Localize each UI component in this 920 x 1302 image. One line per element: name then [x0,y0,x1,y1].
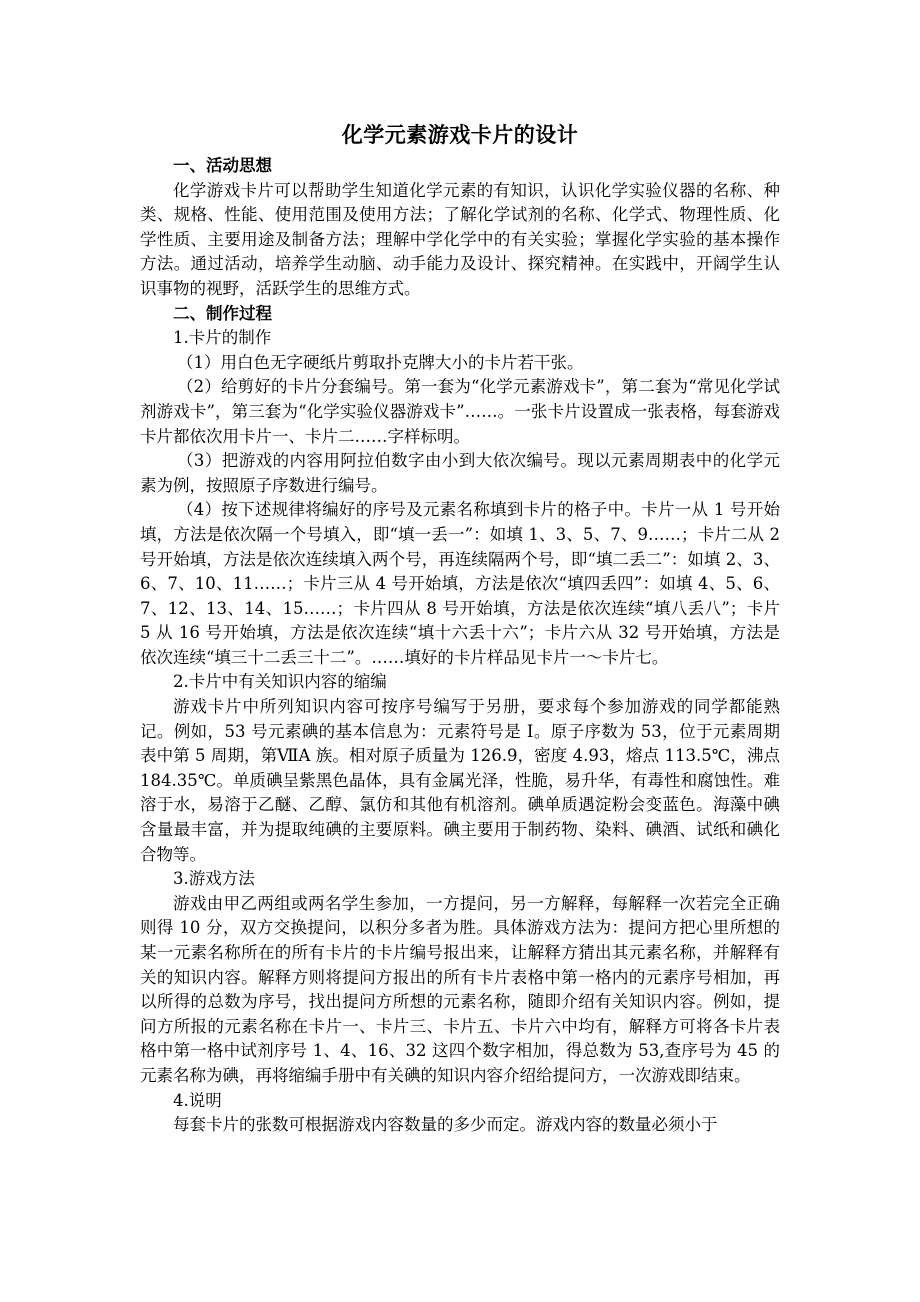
paragraph-step-4: （4）按下述规律将编好的序号及元素名称填到卡片的格子中。卡片一从 1 号开始填，方法是依次隔一个号填入，即“填一丢一”：如填 1、3、5、7、9……；卡片二从 2 号开始填，方法是依次连续填入两个号，再连续隔两个号，即“填二丢二”：如填 2、3、6、7、10、11……；卡片三从 4 号开始填，方法是依次“填四丢四”：如填 4、5、6、7、12、13、14、15……；卡片四从 8 号开始填，方法是依次连续“填八丢八”；卡片 5 从 16 号开始填，方法是依次连续“填十六丢十六”；卡片六从 32 号开始填，方法是依次连续“填三十二丢三十二”。……填好的卡片样品见卡片一～卡片七。 [140,500,780,667]
paragraph-knowledge: 游戏卡片中所列知识内容可按序号编写于另册，要求每个参加游戏的同学都能熟记。例如，53 号元素碘的基本信息为：元素符号是 I。原子序数为 53，位于元素周期表中第 5 周期，第ⅦA 族。相对原子质量为 126.9，密度 4.93，熔点 113.5℃，沸点 184.35℃。单质碘呈紫黑色晶体，具有金属光泽，性脆，易升华，有毒性和腐蚀性。难溶于水，易溶于乙醚、乙醇、氯仿和其他有机溶剂。碘单质遇淀粉会变蓝色。海藻中碘含量最丰富，并为提取纯碘的主要原料。碘主要用于制药物、染料、碘酒、试纸和碘化合物等。 [140,697,780,864]
subsection-title-notes: 4.说明 [173,1090,222,1110]
section-heading-1: 一、活动思想 [173,156,272,175]
paragraph-step-1: （1）用白色无字硬纸片剪取扑克牌大小的卡片若干张。 [177,352,584,372]
paragraph-step-2: （2）给剪好的卡片分套编号。第一套为“化学元素游戏卡”，第二套为“常见化学试剂游戏卡”，第三套为“化学实验仪器游戏卡”……。一张卡片设置成一张表格，每套游戏卡片都依次用卡片一、卡片二……字样标明。 [140,377,780,446]
paragraph-game-method: 游戏由甲乙两组或两名学生参加，一方提问，另一方解释，每解释一次若完全正确则得 10 分，双方交换提问，以积分多者为胜。具体游戏方法为：提问方把心里所想的某一元素名称所在的所有卡片的卡片编号报出来，让解释方猜出其元素名称，并解释有关的知识内容。解释方则将提问方报出的所有卡片表格中第一格内的元素序号相加，再以所得的总数为序号，找出提问方所想的元素名称，随即介绍有关知识内容。例如，提问方所报的元素名称在卡片一、卡片三、卡片五、卡片六中均有，解释方可将各卡片表格中第一格中试剂序号 1、4、16、32 这四个数字相加，得总数为 53,查序号为 45 的元素名称为碘，再将缩编手册中有关碘的知识内容介绍给提问方，一次游戏即结束。 [140,893,780,1085]
subsection-title-knowledge: 2.卡片中有关知识内容的缩编 [173,672,387,692]
subsection-title-game-method: 3.游戏方法 [173,869,255,889]
paragraph-step-3: （3）把游戏的内容用阿拉伯数字由小到大依次编号。现以元素周期表中的化学元素为例，按照原子序数进行编号。 [140,451,780,495]
document-page [140,118,780,1138]
subsection-title-card-making: 1.卡片的制作 [173,328,272,348]
paragraph-notes: 每套卡片的张数可根据游戏内容数量的多少而定。游戏内容的数量必须小于 [173,1115,718,1135]
document-title: 化学元素游戏卡片的设计 [341,122,579,147]
paragraph-activity-idea: 化学游戏卡片可以帮助学生知道化学元素的有知识，认识化学实验仪器的名称、种类、规格、性能、使用范围及使用方法；了解化学试剂的名称、化学式、物理性质、化学性质、主要用途及制备方法；理解中学化学中的有关实验；掌握化学实验的基本操作方法。通过活动，培养学生动脑、动手能力及设计、探究精神。在实践中，开阔学生认识事物的视野，活跃学生的思维方式。 [140,180,780,298]
section-heading-2: 二、制作过程 [173,303,272,323]
